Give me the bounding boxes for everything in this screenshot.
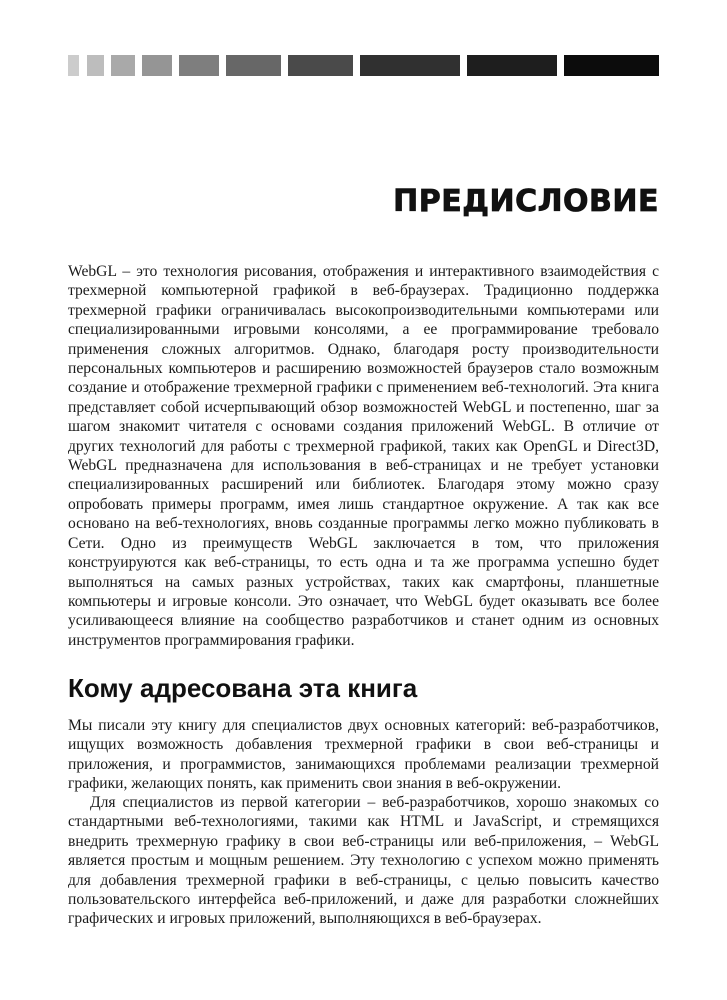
chapter-title: ПРЕДИСЛОВИЕ bbox=[393, 184, 659, 219]
header-bar-segment bbox=[142, 55, 172, 76]
header-bar-segment bbox=[68, 55, 79, 76]
header-bar-segment bbox=[467, 55, 557, 76]
header-bar-segment bbox=[87, 55, 104, 76]
header-bar-segment bbox=[564, 55, 659, 76]
section-paragraph-1: Мы писали эту книгу для специалистов двух основных категорий: веб-разработчиков, ищущих возможность добавления трехмерной графики в свои веб-страницы и приложения, и программистов, занимающихся проблемами реализации трехмерной графики, желающих понять, как применить свои знания в веб-окружении. bbox=[68, 717, 659, 793]
header-bar-segment bbox=[360, 55, 460, 76]
header-bar-segment bbox=[179, 55, 219, 76]
section-paragraph-2: Для специалистов из первой категории – веб-разработчиков, хорошо знакомых со стандартными веб-технологиями, такими как HTML и JavaScript, и стремящихся внедрить трехмерную графику в свои веб-страницы или веб-приложения, – WebGL является простым и мощным решением. Эту технологию с успехом можно применять для добавления трехмерной графики в веб-страницы, с целью повысить качество пользовательского интерфейса веб-приложений, и даже для разработки сложнейших графических и игровых приложений, выполняющихся в веб-браузерах. bbox=[68, 794, 659, 928]
chapter-header-bar bbox=[68, 55, 659, 76]
header-bar-segment bbox=[111, 55, 135, 76]
header-bar-segment bbox=[226, 55, 281, 76]
header-bar-segment bbox=[288, 55, 353, 76]
intro-paragraph: WebGL – это технология рисования, отображения и интерактивного взаимодействия с трехмерной компьютерной графикой в веб-браузерах. Традиционно поддержка трехмерной графики ограничивалась высокопроизводительными компьютерами или специализированными игровыми консолями, а ее программирование требовало применения сложных алгоритмов. Однако, благодаря росту производительности персональных компьютеров и расширению возможностей браузеров стало возможным создание и отображение трехмерной графики с применением веб-технологий. Эта книга представляет собой исчерпывающий обзор возможностей WebGL и постепенно, шаг за шагом знакомит читателя с основами создания приложений WebGL. В отличие от других технологий для работы с трехмерной графикой, таких как OpenGL и Direct3D, WebGL предназначена для использования в веб-страницах и не требует установки специализированных расширений или библиотек. Благодаря этому можно сразу опробовать примеры программ, имея лишь стандартное окружение. А так как все основано на веб-технологиях, вновь созданные программы легко можно публиковать в Сети. Одно из преимуществ WebGL заключается в том, что приложения конструируются как веб-страницы, то есть одна и та же программа успешно будет выполняться на самых разных устройствах, таких как смартфоны, планшетные компьютеры и игровые консоли. Это означает, что WebGL будет оказывать все более усиливающееся влияние на сообщество разработчиков и станет одним из основных инструментов программирования графики. bbox=[68, 263, 659, 649]
section-heading: Кому адресована эта книга bbox=[68, 673, 418, 703]
